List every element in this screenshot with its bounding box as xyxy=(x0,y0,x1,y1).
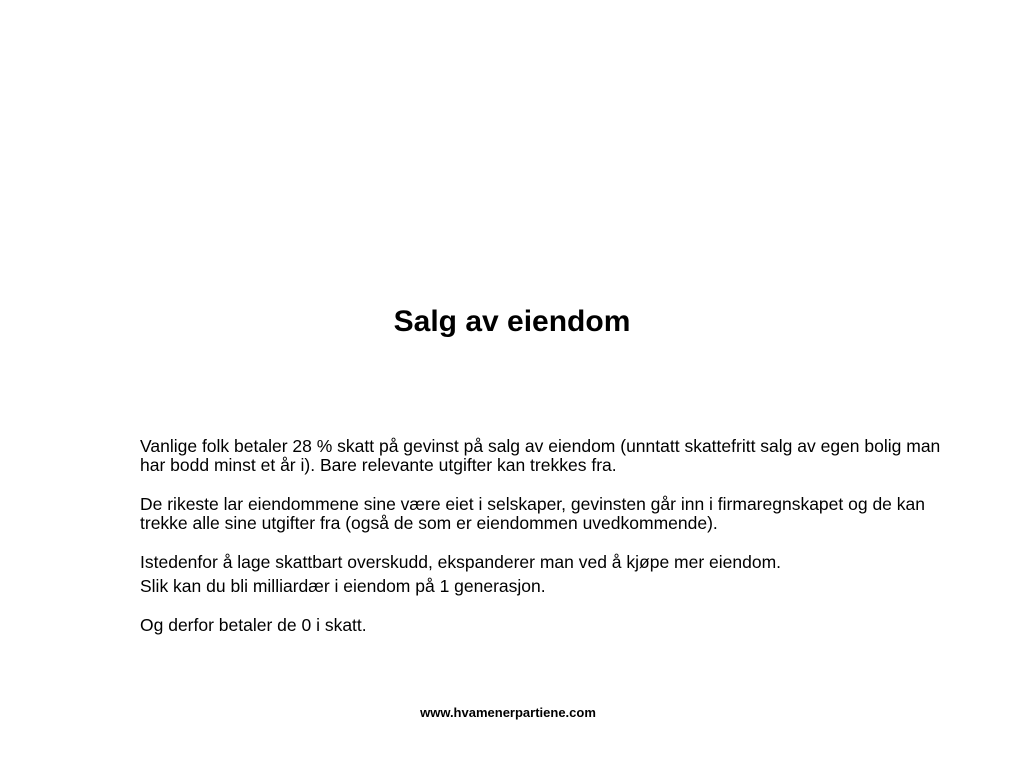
paragraph-billionaire: Slik kan du bli milliardær i eiendom på 1 generasjon. xyxy=(140,576,546,596)
paragraph-expansion: Istedenfor å lage skattbart overskudd, ekspanderer man ved å kjøpe mer eiendom. xyxy=(140,552,782,572)
paragraph-companies: De rikeste lar eiendommene sine være eiet i selskaper, gevinsten går inn i firmaregnskapet og de kan trekke alle sine utgifter fra (også de som er eiendommen uvedkommende). xyxy=(140,494,925,533)
footer-url: www.hvamenerpartiene.com xyxy=(420,705,596,720)
paragraph-regular-tax: Vanlige folk betaler 28 % skatt på gevinst på salg av eiendom (unntatt skattefritt salg av egen bolig man har bodd minst et år i). Bare relevante utgifter kan trekkes fra. xyxy=(140,436,941,475)
slide-body xyxy=(140,437,960,635)
paragraph-conclusion: Og derfor betaler de 0 i skatt. xyxy=(140,615,367,635)
slide-title: Salg av eiendom xyxy=(393,305,631,338)
